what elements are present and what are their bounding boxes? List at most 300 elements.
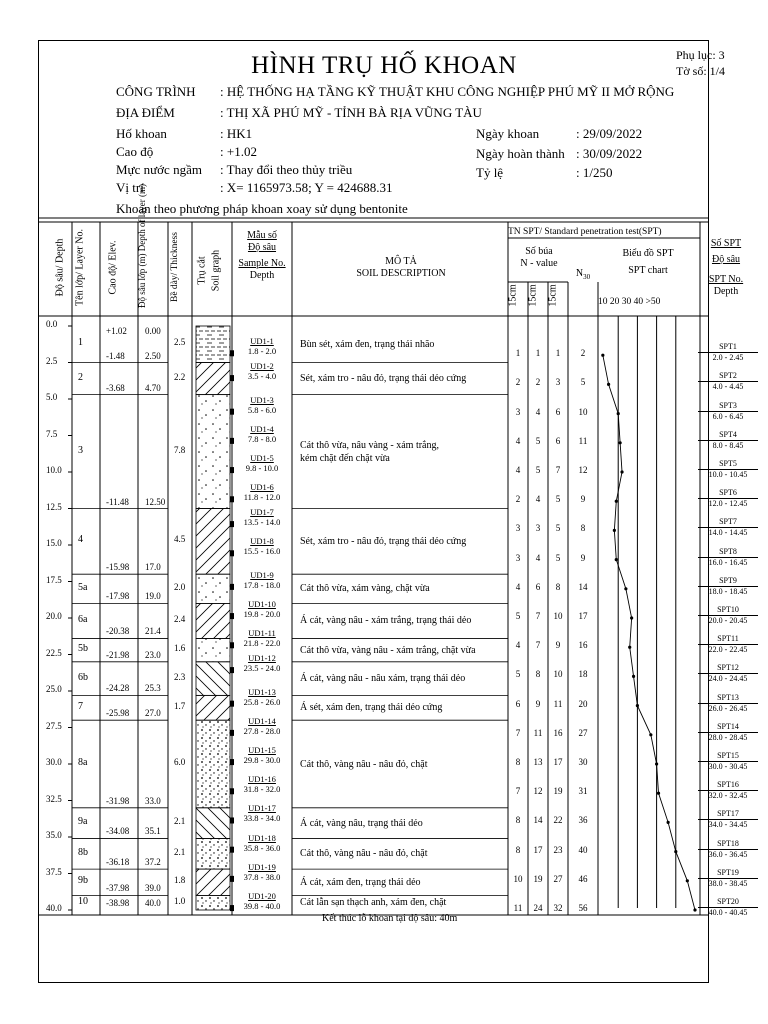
depth-tick-label: 25.0 [46,684,62,694]
spt-label [698,605,758,626]
date-label: Ngày khoan [476,126,540,141]
spt-point [630,616,633,619]
spt-n30: 16 [578,640,588,651]
spt-label [698,342,758,363]
spt-blows-3: 3 [555,377,561,388]
spt-blows-3: 6 [555,435,561,446]
layer-description-line: Sét, xám tro - nâu đỏ, trạng thái dẻo cứng [300,535,467,547]
depth-tick-label: 10.0 [46,465,62,475]
sample-label [232,507,292,527]
layer-description [300,896,446,909]
soil-graph-block [196,869,230,895]
layer-name: 5b [78,643,88,655]
layer-thickness: 1.0 [174,895,186,906]
spt-point [657,792,660,795]
end-of-hole-note: Kết thúc lỗ khoan tại độ sâu: 40m [322,913,458,924]
spt-blows-3: 11 [553,698,563,709]
layer-bottom-depth: 4.70 [145,382,161,393]
layer-bottom-elev: -21.98 [106,649,130,660]
layer-bottom-elev: -3.68 [106,382,125,393]
sample-no: UD1-5 [250,453,274,464]
sample-depth: 35.8 - 36.0 [243,842,281,853]
spt-label [698,430,758,451]
sample-no: UD1-14 [248,715,276,726]
sample-label [232,536,292,556]
spt-blows-2: 13 [533,757,543,767]
sample-label [232,653,292,673]
desc-header-en: SOIL DESCRIPTION [356,268,446,279]
spt-blows-1: 8 [515,757,521,767]
spt-n30: 8 [580,523,586,534]
sample-label [232,361,292,381]
spt-blows-3: 6 [555,406,561,417]
layer-description-line: Cát thô, vàng nâu - nâu đỏ, chặt [300,848,428,860]
depth-tick-label: 35.0 [46,830,62,840]
sptno-header-depth-en: Depth [713,286,739,297]
spt-blows-1: 5 [515,611,521,621]
spt-blows-3: 5 [555,494,561,505]
depth-tick-label: 27.5 [46,720,62,731]
soil-graph-block [196,509,230,575]
sample-no: UD1-10 [248,599,276,610]
spt-n30: 40 [578,844,588,855]
sample-no: UD1-13 [248,686,276,697]
spt-no: SPT12 [698,663,758,674]
spt-blows-1: 2 [515,494,521,505]
sample-depth: 29.8 - 30.0 [243,755,281,766]
sample-no: UD1-16 [248,774,276,785]
spt-no: SPT14 [698,722,758,733]
soil-graph-block [196,603,230,638]
layer-description [300,672,465,685]
spt-point [624,587,627,590]
sample-no: UD1-1 [250,336,274,347]
layer-bottom-elev: -34.08 [106,826,130,837]
spt-range: 2.0 - 2.45 [712,353,744,363]
layer-description-line: Á cát, vàng nâu, trạng thái dẻo [300,817,423,829]
layer-bottom-elev: -38.98 [106,898,130,908]
location-value: : THỊ XÃ PHÚ MỸ - TỈNH BÀ RỊA VŨNG TÀU [220,105,482,120]
spt-n30: 46 [578,873,588,884]
layer-bottom-depth: 40.0 [145,898,161,908]
cm15-header-1: 15cm [507,284,519,307]
sample-depth: 39.8 - 40.0 [243,901,281,912]
spt-label [698,780,758,801]
col-graph-header1: Trụ cắt [196,256,208,285]
spt-blows-3: 10 [553,611,563,621]
layer-description-line: Sét, xám tro - nâu đỏ, trạng thái dẻo cứng [300,373,467,385]
spt-label [698,897,758,918]
spt-label [698,751,758,772]
soil-graph-block [196,695,230,720]
spt-blows-2: 17 [533,844,543,855]
spt-blows-1: 8 [515,815,521,826]
spt-point [615,500,618,503]
spt-label [698,547,758,568]
spt-blows-1: 6 [515,698,521,709]
spt-point [607,383,610,386]
col-desc-header [296,256,506,280]
sample-label [232,395,292,415]
layer-bottom-elev: -15.98 [106,562,130,573]
spt-blows-2: 4 [535,494,541,505]
spt-range: 32.0 - 32.45 [708,791,748,801]
sample-no: UD1-6 [250,482,274,493]
sample-depth: 7.8 - 8.0 [247,433,277,444]
spt-label [698,634,758,655]
sample-label [232,628,292,648]
chart-x-ticks: 10 20 30 40 >50 [598,297,661,307]
location-label: ĐỊA ĐIỂM [116,105,175,120]
layer-bottom-depth: 25.3 [145,683,161,694]
soil-graph-block [196,720,230,808]
layer-bottom-elev: -1.48 [106,350,125,361]
spt-no: SPT15 [698,751,758,762]
sample-no: UD1-9 [250,569,274,580]
sample-no: UD1-7 [250,507,274,518]
col-depthlayer-header: Độ sâu lớp (m) Depth of layer (m) [137,184,147,308]
layer-description-line: Bùn sét, xám đen, trạng thái nhão [300,338,435,350]
spt-label [698,722,758,743]
layer-name: 9b [78,875,88,887]
spt-point [636,704,639,707]
blows-header [510,246,568,270]
depth-tick-label: 7.5 [46,428,58,439]
depth-tick-label: 17.5 [46,574,62,585]
sample-no: UD1-2 [250,361,274,372]
spt-blows-1: 8 [515,844,521,855]
layer-name: 3 [78,444,83,456]
sample-label [232,424,292,444]
depth-tick-label: 15.0 [46,538,62,548]
layer-bottom-elev: -20.38 [106,626,130,637]
spt-point [632,675,635,678]
spt-blows-2: 3 [535,523,541,534]
layer-name: 6b [78,671,88,683]
spt-blows-1: 3 [515,552,521,563]
layer-name: 2 [78,371,83,383]
col-sample-header [232,230,292,282]
spt-point [674,850,677,853]
layer-bottom-depth: 39.0 [145,883,161,894]
spt-range: 38.0 - 38.45 [708,878,748,888]
spt-n30: 9 [580,552,586,563]
spt-range: 24.0 - 24.45 [708,674,748,684]
layer-description [300,338,434,351]
layer-thickness: 2.4 [174,613,186,624]
layer-bottom-elev: -36.18 [106,857,130,868]
spt-blows-2: 4 [535,552,541,563]
spt-blows-1: 10 [513,873,523,884]
depth-tick-label: 32.5 [46,793,62,804]
sample-no: UD1-11 [248,628,276,639]
done-label: Ngày hoàn thành [476,146,565,161]
layer-thickness: 1.6 [174,643,186,654]
layer-bottom-depth: 23.0 [145,649,161,660]
layer-description-line: kém chặt đến chặt vừa [300,452,390,464]
sample-label [232,482,292,502]
soil-graph-block [196,895,230,910]
layer-description [300,535,466,548]
spt-blows-1: 2 [515,377,521,388]
spt-range: 12.0 - 12.45 [708,499,748,509]
layer-bottom-depth: 17.0 [145,562,161,573]
layer-description-line: Cát thô, vàng nâu - nâu đỏ, chặt [300,758,428,770]
layer-thickness: 6.0 [174,757,186,767]
layer-top-elev: +1.02 [106,326,127,336]
sample-header-depth-en: Depth [249,270,275,281]
layer-description [300,701,442,714]
spt-blows-3: 8 [555,581,561,592]
depth-tick-label: 30.0 [46,757,62,767]
spt-blows-2: 9 [535,698,541,709]
spt-blows-2: 24 [533,903,543,913]
spt-blows-2: 7 [535,611,541,621]
spt-blows-1: 3 [515,406,521,417]
spt-title: TN SPT/ Standard penetration test(SPT) [508,227,662,237]
spt-no: SPT5 [698,459,758,470]
date-value: : 29/09/2022 [576,126,643,141]
page-title: HÌNH TRỤ HỐ KHOAN [251,52,517,79]
spt-point [620,470,623,473]
depth-tick-label: 5.0 [46,392,58,402]
layer-bottom-elev: -24.28 [106,683,130,694]
sample-no: UD1-18 [248,832,276,843]
spt-blows-3: 19 [553,786,563,797]
spt-label [698,459,758,480]
sample-no: UD1-3 [250,394,274,405]
spt-n30: 11 [578,435,588,446]
hole-label: Hố khoan [116,126,167,141]
layer-bottom-elev: -11.48 [106,496,129,507]
layer-description [300,439,439,465]
spt-n30: 12 [578,465,588,475]
spt-point [649,733,652,736]
spt-no: SPT6 [698,488,758,499]
layer-description-line: Á cát, xám đen, trạng thái dẻo [300,876,421,888]
spt-range: 34.0 - 34.45 [708,820,748,830]
layer-description [300,847,427,860]
col-thickness-header: Bề dày/ Thickness [170,232,180,303]
elev-value: : +1.02 [220,144,257,159]
elev-label: Cao độ [116,144,154,159]
chart-header-vn: Biểu đồ SPT [622,248,674,259]
layer-bottom-depth: 33.0 [145,795,161,806]
spt-label [698,809,758,830]
layer-thickness: 2.0 [174,581,186,592]
sample-depth: 37.8 - 38.0 [243,871,281,882]
sample-depth: 33.8 - 34.0 [243,813,281,824]
sample-depth: 23.5 - 24.0 [243,663,281,674]
spt-point [693,908,696,911]
spt-blows-1: 4 [515,640,521,651]
spt-no: SPT13 [698,693,758,704]
spt-range: 10.0 - 10.45 [708,470,748,479]
spt-blows-1: 4 [515,465,521,475]
depth-tick-label: 22.5 [46,647,62,658]
layer-name: 7 [78,700,83,712]
layer-name: 8b [78,846,88,858]
layer-description-line: Cát thô vừa, xám vàng, chặt vừa [300,583,430,595]
layer-name: 10 [78,895,88,907]
sample-depth: 3.5 - 4.0 [247,371,277,382]
sample-label [232,599,292,619]
depth-tick-label: 0.0 [46,319,58,329]
depth-tick-label: 12.5 [46,501,62,512]
sample-depth: 27.8 - 28.0 [243,725,281,736]
spt-n30: 31 [578,786,588,797]
layer-description-line: Á cát, vàng nâu - nâu xám, trạng thái dẻo [300,673,466,685]
spt-no: SPT9 [698,576,758,587]
layer-thickness: 7.8 [174,444,186,455]
blows-header-en: N - value [520,258,558,269]
n30-header-sub: 30 [583,273,591,281]
soil-graph-block [196,574,230,603]
sptno-header-no: Số SPT [710,238,742,249]
layer-description-line: Á cát, vàng nâu - xám trắng, trạng thái dẻo [300,615,472,627]
spt-range: 18.0 - 18.45 [708,586,748,596]
soil-graph-block [196,838,230,869]
sample-label [232,803,292,823]
spt-point [615,558,618,561]
spt-blows-3: 16 [553,727,563,738]
soil-graph-block [196,326,230,363]
depth-tick-label: 2.5 [46,355,58,366]
spt-no: SPT18 [698,839,758,850]
soil-graph-block [196,638,230,661]
spt-point [613,529,616,532]
spt-range: 16.0 - 16.45 [708,557,748,567]
spt-blows-2: 2 [535,377,541,388]
spt-point [686,879,689,882]
chart-header [600,248,696,277]
sample-label [232,745,292,765]
sample-no: UD1-8 [250,536,274,547]
layer-description-line: Á sét, xám đen, trạng thái dẻo cứng [300,702,443,714]
soil-graph-block [196,395,230,509]
position-label: Vị trí [116,180,144,195]
spt-blows-3: 1 [555,348,561,359]
spt-no: SPT10 [698,605,758,616]
sample-label [232,891,292,911]
spt-blows-1: 4 [515,435,521,446]
layer-name: 6a [78,613,88,625]
layer-bottom-depth: 19.0 [145,591,161,602]
spt-blows-3: 9 [555,640,561,651]
sample-depth: 19.8 - 20.0 [243,609,281,620]
sample-no: UD1-15 [248,745,276,756]
spt-no: SPT17 [698,809,758,820]
sample-label [232,453,292,473]
spt-range: 22.0 - 22.45 [708,645,748,655]
spt-blows-1: 7 [515,727,521,738]
n30-header [572,268,594,283]
sample-depth: 13.5 - 14.0 [243,517,281,528]
sample-label [232,862,292,882]
sample-depth: 25.8 - 26.0 [243,696,281,707]
n30-header-text: N [575,268,584,279]
sample-header-depth: Độ sâu [247,242,277,253]
sample-no: UD1-20 [248,891,276,902]
spt-point [628,646,631,649]
soil-graph-block [196,363,230,395]
layer-bottom-elev: -25.98 [106,708,130,719]
spt-blows-2: 19 [533,873,543,884]
spt-blows-2: 8 [535,669,541,680]
layer-description [300,758,427,771]
spt-label [698,868,758,889]
sample-label [232,687,292,707]
spt-n30: 27 [578,727,588,738]
spt-no: SPT4 [698,430,758,441]
sample-depth: 1.8 - 2.0 [247,346,277,357]
sample-label [232,336,292,356]
layer-description [300,644,476,657]
layer-bottom-elev: -31.98 [106,795,130,806]
sample-depth: 31.8 - 32.0 [243,784,281,795]
spt-label [698,401,758,422]
sample-no: UD1-4 [250,423,274,434]
sample-header-no-en: Sample No. [238,258,286,269]
chart-header-en: SPT chart [628,265,668,276]
scale-label: Tỷ lệ [476,165,504,180]
layer-thickness: 2.3 [174,671,186,682]
col-layer-header: Tên lớp/ Layer No. [74,229,86,306]
spt-no: SPT19 [698,868,758,879]
sample-depth: 11.8 - 12.0 [243,492,281,503]
spt-range: 20.0 - 20.45 [708,616,748,625]
spt-no: SPT3 [698,401,758,412]
layer-thickness: 2.2 [174,371,186,382]
spt-range: 26.0 - 26.45 [708,703,748,713]
layer-name: 9a [78,816,88,828]
layer-thickness: 2.1 [174,846,186,857]
spt-blows-3: 5 [555,552,561,563]
sample-depth: 5.8 - 6.0 [247,404,277,415]
spt-blows-3: 7 [555,465,561,475]
spt-range: 36.0 - 36.45 [708,849,748,859]
blows-header-vn: Số búa [525,246,553,257]
sptno-header-no-en: SPT No. [708,274,744,285]
sample-depth: 17.8 - 18.0 [243,579,281,590]
spt-blows-1: 11 [513,903,523,913]
spt-blows-3: 17 [553,757,563,767]
sample-no: UD1-12 [248,653,276,664]
spt-blows-1: 4 [515,581,521,592]
spt-label [698,839,758,860]
spt-blows-2: 14 [533,815,543,826]
sample-label [232,570,292,590]
layer-description-line: Cát thô vừa, nâu vàng - xám trắng, [300,439,439,451]
spt-n30: 10 [578,406,588,417]
sample-depth: 9.8 - 10.0 [245,463,279,474]
spt-n30: 17 [578,611,588,621]
layer-thickness: 1.7 [174,700,186,711]
spt-blows-2: 7 [535,640,541,651]
scale-value: : 1/250 [576,165,613,180]
spt-range: 4.0 - 4.45 [712,382,744,392]
layer-name: 5a [78,581,88,593]
spt-blows-2: 11 [533,727,543,738]
spt-blows-2: 5 [535,465,541,475]
spt-no: SPT16 [698,780,758,791]
layer-name: 4 [78,534,83,546]
spt-no: SPT1 [698,342,758,353]
appendix-label: Phụ lục: 3 [676,48,725,62]
sample-no: UD1-19 [248,861,276,872]
cm15-header-2: 15cm [527,284,539,307]
sample-header-no: Mẫu số [247,230,277,241]
